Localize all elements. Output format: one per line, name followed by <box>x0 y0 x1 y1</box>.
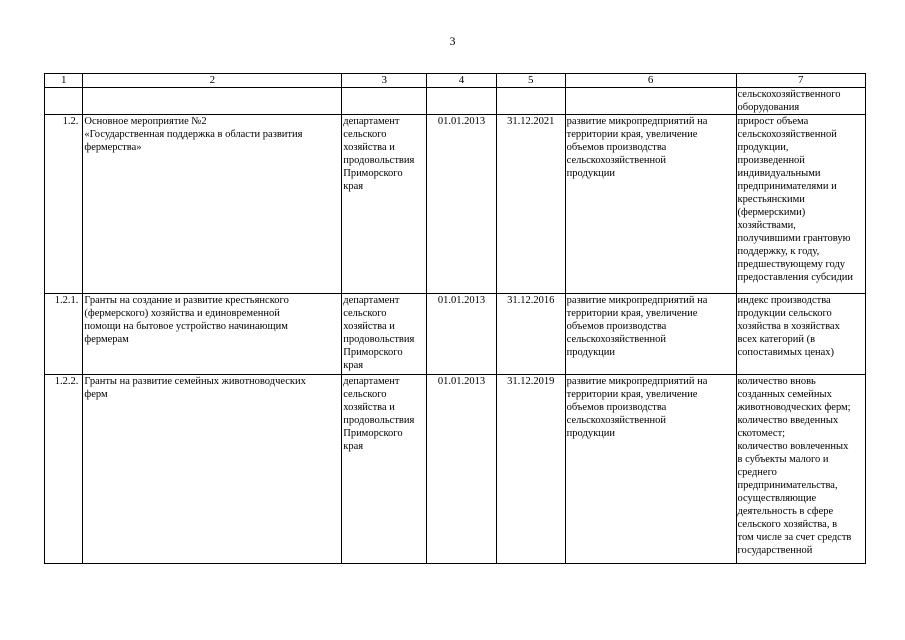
table-row <box>45 294 866 375</box>
page-number: 3 <box>449 34 456 48</box>
column-header: 5 <box>496 74 565 88</box>
start-date: 01.01.2013 <box>427 375 497 564</box>
executor: департамент сельского хозяйства и продовольствия Приморского края <box>342 294 427 375</box>
activity-title: Гранты на создание и развитие крестьянского (фермерского) хозяйства и единовременной помощи на бытовое устройство начинающим фермерам <box>83 294 342 375</box>
end-date <box>496 88 565 115</box>
end-date: 31.12.2021 <box>496 115 565 294</box>
end-date: 31.12.2019 <box>496 375 565 564</box>
column-header: 2 <box>83 74 342 88</box>
expected-result <box>565 88 736 115</box>
table-row <box>45 115 866 294</box>
activity-title <box>83 88 342 115</box>
start-date: 01.01.2013 <box>427 115 497 294</box>
indicator: сельскохозяйственного оборудования <box>736 88 865 115</box>
executor: департамент сельского хозяйства и продовольствия Приморского края <box>342 115 427 294</box>
column-header: 7 <box>736 74 865 88</box>
start-date <box>427 88 497 115</box>
expected-result: развитие микропредприятий на территории края, увеличение объемов производства сельскохозяйственной продукции <box>565 294 736 375</box>
column-header: 4 <box>427 74 497 88</box>
row-number: 1.2.2. <box>45 375 83 564</box>
table-row <box>45 375 866 564</box>
program-table <box>44 73 866 564</box>
column-number-header-row <box>45 74 866 88</box>
row-number: 1.2.1. <box>45 294 83 375</box>
executor: департамент сельского хозяйства и продовольствия Приморского края <box>342 375 427 564</box>
column-header: 6 <box>565 74 736 88</box>
expected-result: развитие микропредприятий на территории края, увеличение объемов производства сельскохозяйственной продукции <box>565 115 736 294</box>
column-header: 3 <box>342 74 427 88</box>
indicator: индекс производства продукции сельского хозяйства в хозяйствах всех категорий (в сопоставимых ценах) <box>736 294 865 375</box>
indicator: количество вновь созданных семейных животноводческих ферм; количество введенных скотомест; количество вовлеченных в субъекты малого и среднего предпринимательства, осуществляющие деятельность в сфере сельского хозяйства, в том числе за счет средств государственной <box>736 375 865 564</box>
executor <box>342 88 427 115</box>
row-number: 1.2. <box>45 115 83 294</box>
start-date: 01.01.2013 <box>427 294 497 375</box>
expected-result: развитие микропредприятий на территории края, увеличение объемов производства сельскохозяйственной продукции <box>565 375 736 564</box>
column-header: 1 <box>45 74 83 88</box>
table-row <box>45 88 866 115</box>
indicator: прирост объема сельскохозяйственной продукции, произведенной индивидуальными предпринимателями и крестьянскими (фермерскими) хозяйствами, получившими грантовую поддержку, к году, предшествующему году предоставления субсидии <box>736 115 865 294</box>
end-date: 31.12.2016 <box>496 294 565 375</box>
activity-title: Основное мероприятие №2 «Государственная поддержка в области развития фермерства» <box>83 115 342 294</box>
activity-title: Гранты на развитие семейных животноводческих ферм <box>83 375 342 564</box>
row-number <box>45 88 83 115</box>
